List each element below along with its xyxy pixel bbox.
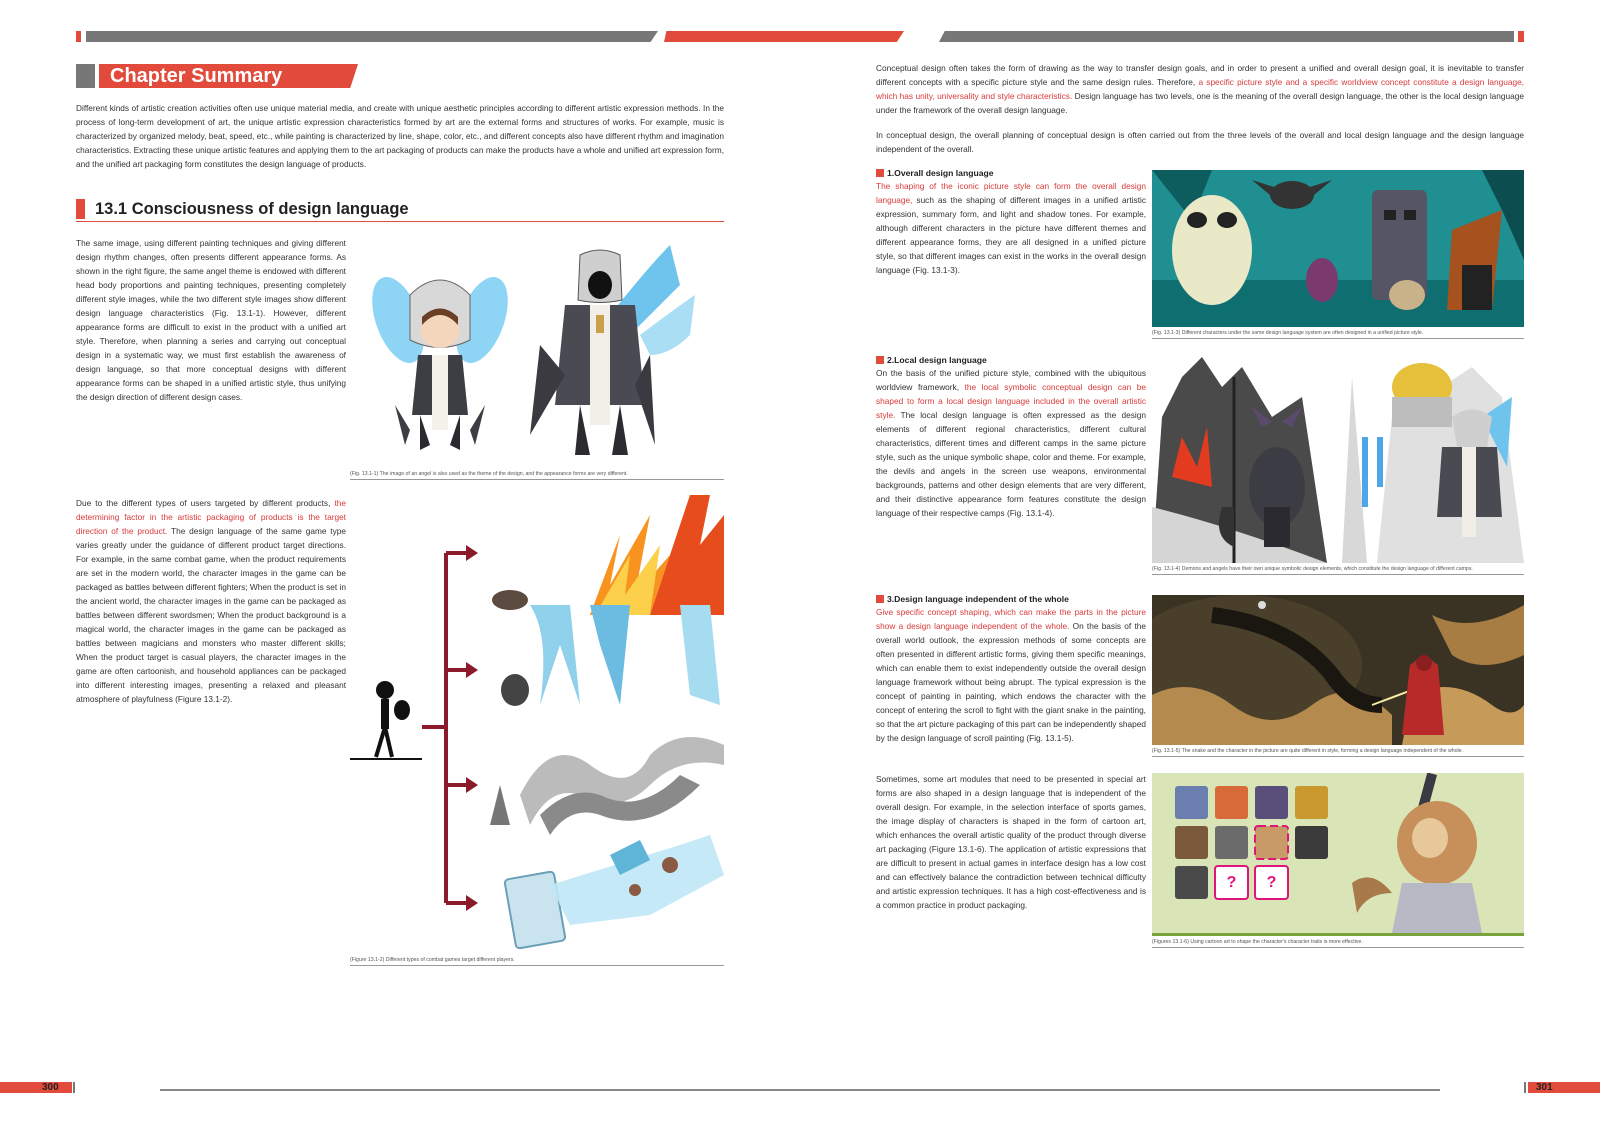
section-heading [76, 198, 724, 222]
local-design-language-heading [876, 355, 1146, 365]
figure-character-selection-interface [1152, 773, 1524, 936]
paragraph-target-direction-highlight: the determining factor in the artistic packaging of products is the target direction of the product. [76, 498, 346, 536]
independent-design-language-text [876, 605, 1146, 745]
overall-design-language-highlight: The shaping of the iconic picture style can form the overall design language, [876, 181, 1146, 205]
independent-design-language-heading [876, 594, 1146, 604]
top-bar-red [664, 31, 904, 42]
local-design-language-highlight: the local symbolic conceptual design can be shaped to form a local design language included in the overall artistic style. [876, 382, 1146, 420]
paragraph-target-direction-lead: Due to the different types of users targeted by different products, [76, 498, 335, 508]
page-number-right-tick [1524, 1082, 1526, 1093]
figure-13-1-4-caption: (Fig. 13.1-4) Demons and angels have their own unique symbolic design elements, which constitute the design language of different camps. [1152, 566, 1524, 575]
local-design-language-lead: On the basis of the unified picture style, combined with the ubiquitous worldview framework, [876, 368, 1146, 392]
intro-paragraph-2: In conceptual design, the overall planning of conceptual design is often carried out from the three levels of the overall and local design language and the design language independent of the overall. [876, 130, 1524, 154]
chapter-summary-title: Chapter Summary [110, 65, 283, 87]
independent-design-language-body: On the basis of the overall world outlook, the expression methods of some concepts are often presented in different artistic forms, giving them specific meanings, which can enable them to exist independently outside the overall design language framework without being abrupt. The typical expression is the concept of painting in painting, which endows the character with the concept of entering the scroll to fight with the giant snake in the painting, so that the art picture packaging of this part can be independently shaped by the design language of scroll painting (Fig. 13.1-5). [876, 621, 1146, 743]
overall-design-language-block [876, 168, 1146, 277]
page-number-right: 301 [1536, 1082, 1553, 1093]
top-bar-right-accent [1518, 31, 1524, 42]
page-number-left-bar [0, 1082, 72, 1093]
section-title: 13.1 Consciousness of design language [95, 200, 409, 218]
locked-slot-1[interactable]: ? [1226, 874, 1237, 891]
figure-13-1-6-caption: (Figures 13.1-6) Using cartoon art to shape the character's character traits is more effective. [1152, 939, 1524, 948]
independent-design-language-highlight: Give specific concept shaping, which can make the parts in the picture show a design language independent of the whole. [876, 607, 1146, 631]
intro-paragraph-1-lead: Conceptual design often takes the form of drawing as the way to transfer design goals, and in order to present a unified and overall design goal, it is inevitable to transfer different concepts with a specific picture style and the same design rules. Therefore, [876, 63, 1524, 87]
heading-marker [876, 356, 884, 364]
intro-paragraph-1-body: Design language has two levels, one is the meaning of the overall design language, the other is the local design language under the framework of the overall design language. [876, 91, 1524, 115]
paragraph-special-art-modules: Sometimes, some art modules that need to be presented in special art forms are also shaped in a design language that is independent of the overall design. For example, in the selection interface of sports games, the image display of characters is shaped in the form of cartoon art, which enhances the overall artistic quality of the product through diverse art packaging (Figure 13.1-6). The application of artistic expressions that are difficult to present in actual games in interface design has a low cost and can effectively balance the contradiction between technical difficulty and artistic expression techniques. It has a high cost-effectiveness and is a common practice in product packaging. [876, 774, 1146, 910]
intro-paragraph-1-highlight: a specific picture style and a specific worldview concept constitute a design language, which has unity, universality and style characteristics. [876, 77, 1524, 101]
figure-scroll-painting-snake [1152, 595, 1524, 745]
page-number-left: 300 [42, 1082, 59, 1093]
chapter-summary-text: Different kinds of artistic creation activities often use unique material media, and create with unique aesthetic principles according to different artistic expression methods. In the process of long-term development of art, the unique artistic expression characteristics formed by art are the external forms and structures of works. For example, music is characterized by organized melody, beat, speed, etc., while painting is characterized by line, shape, color, etc., and different concepts also have different rhythm and imagination characteristics. Extracting these unique artistic features and applying them to the art packaging of products can make the products have a whole and unified art expression form, and the unified art packaging form constitutes the design language of products. [76, 103, 724, 169]
figure-13-1-2-caption: (Figure 13.1-2) Different types of combat games target different players. [350, 957, 724, 966]
paragraph-target-direction [76, 496, 346, 706]
local-design-language-title: 2.Local design language [887, 355, 987, 365]
overall-design-language-body: such as the shaping of different images in a unified artistic expression, summary form, and light and shadow tones. For example, although different characters in the picture have different themes and different appearance forms, they are all designed in a unified picture style, so that different images can exist in the works in the overall design language (Fig. 13.1-3). [876, 195, 1146, 275]
figure-demons-and-angels [1152, 357, 1524, 563]
figure-unified-style-characters [1152, 170, 1524, 327]
figure-combat-game-types [350, 495, 724, 955]
figure-angel-characters [350, 245, 724, 465]
top-bar-gray-1 [86, 31, 658, 42]
footer-rule [160, 1089, 1440, 1091]
independent-design-language-block [876, 594, 1146, 745]
top-bar-left-accent [76, 31, 81, 42]
chapter-summary-gray-block [76, 64, 95, 88]
section-heading-marker [76, 199, 85, 219]
paragraph-target-direction-body: The design language of the same game type varies greatly under the guidance of different product target directions. For example, in the same combat game, when the product requirements are set in the modern world, the character images in the game can be packaged as battles between different fighters; When the product is set in the ancient world, the character images in the game can be packaged as battles between different swordsmen; When the product background is a magical world, the character images in the game can be packaged as battles between magicians and monsters who master different skills; When the product target is casual players, the character images in the game are often cartoonish, and household appliances can be packaged into different interesting images, presenting a relaxed and pleasant atmosphere of playfulness (Figure 13.1-2). [76, 526, 346, 704]
figure-13-1-1-caption: (Fig. 13.1-1) The image of an angel is also used as the theme of the design, and the appearance forms are very different. [350, 471, 724, 480]
overall-design-language-text [876, 179, 1146, 277]
locked-slot-2[interactable]: ? [1266, 874, 1277, 891]
intro-paragraph-1 [876, 61, 1524, 117]
local-design-language-body: The local design language is often expressed as the design elements of different regional characteristics, different cultural characteristics, different times and different camps in the same picture style, such as the unique symbolic shape, color and theme. For example, the devils and angels in the screen use weapons, environmental backgrounds, patterns and other design elements that are very different, and their distinctive appearance form features constitute the design language of their respective camps (Fig. 13.1-4). [876, 410, 1146, 518]
top-bar-gray-2 [939, 31, 1514, 42]
overall-design-language-heading [876, 168, 1146, 178]
independent-design-language-title: 3.Design language independent of the whole [887, 594, 1069, 604]
local-design-language-text [876, 366, 1146, 520]
heading-marker [876, 595, 884, 603]
overall-design-language-title: 1.Overall design language [887, 168, 994, 178]
chapter-summary-header [76, 64, 358, 88]
local-design-language-block [876, 355, 1146, 520]
page-number-left-tick [73, 1082, 75, 1093]
figure-13-1-3-caption: (Fig. 13.1-3) Different characters under the same design language system are often designed in a unified picture style. [1152, 330, 1524, 339]
heading-marker [876, 169, 884, 177]
paragraph-design-language-awareness: The same image, using different painting techniques and giving different design rhythm changes, often presents different appearance forms. As shown in the right figure, the same angel theme is endowed with different head body proportions and painting techniques, presenting completely different style images, while the two different style images show different design language characteristics (Fig. 13.1-1). However, different appearance forms are difficult to exist in the product with a unified art style. Therefore, when planning a series and carrying out conceptual design in a systematic way, we must first establish the awareness of design language, so that more conceptual designs with different appearance forms can be shaped in a unified artistic style, thus unifying the design direction of different design cases. [76, 238, 346, 402]
figure-13-1-5-caption: (Fig. 13.1-5) The snake and the character in the picture are quite different in style, forming a design language independent of the whole. [1152, 748, 1524, 757]
